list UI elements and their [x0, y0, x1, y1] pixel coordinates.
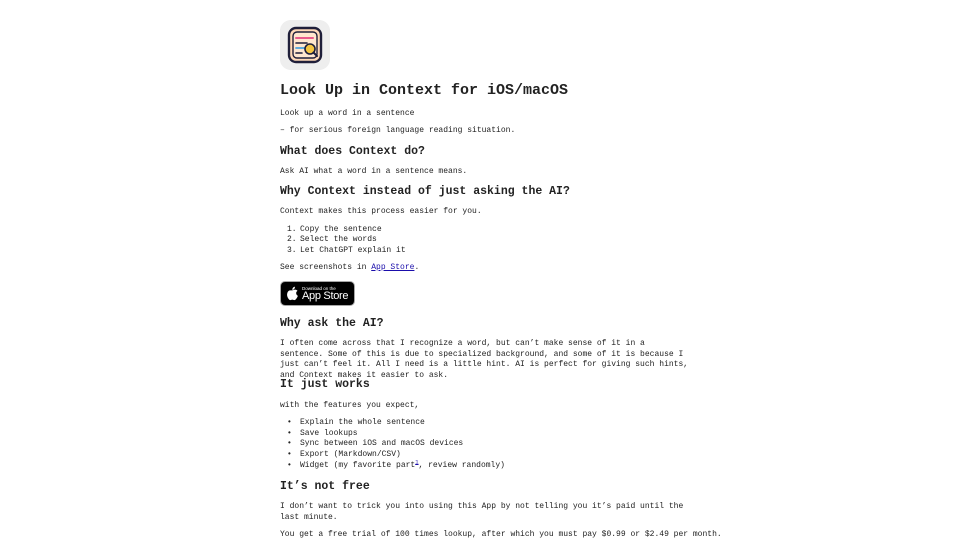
heading-why-context: Why Context instead of just asking the AI? [280, 185, 570, 198]
it-works-text: with the features you expect, [280, 401, 420, 410]
context-app-icon [280, 20, 330, 70]
list-item-label: Save lookups [300, 429, 358, 438]
list-marker: 3. [287, 246, 297, 255]
heading-not-free: It’s not free [280, 480, 370, 493]
list-item [287, 439, 463, 450]
list-marker: 1. [287, 225, 297, 234]
widget-suffix: , review randomly) [418, 461, 505, 470]
list-marker: • [287, 439, 292, 448]
list-item-label: Select the words [300, 235, 377, 244]
screenshots-line [280, 263, 690, 274]
footnote-link[interactable]: 1 [415, 458, 419, 466]
app-store-badge-button[interactable] [280, 281, 355, 306]
intro-line-2: – for serious foreign language reading situation. [280, 126, 516, 135]
not-free-text-1: I don’t want to trick you into using this App by not telling you it’s paid until the last minute. [280, 502, 684, 522]
not-free-text-2: You get a free trial of 100 times lookup, after which you must pay $0.99 or $2.49 per month. [280, 530, 722, 539]
heading-why-ask: Why ask the AI? [280, 317, 384, 330]
intro-line-1: Look up a word in a sentence [280, 109, 415, 118]
heading-what-does: What does Context do? [280, 145, 425, 158]
badge-small-text: Download on the [302, 286, 336, 291]
list-item [287, 429, 358, 440]
badge-big-text: App Store [302, 290, 349, 302]
list-item-label: Export (Markdown/CSV) [300, 450, 401, 459]
list-item [287, 246, 406, 257]
list-item [287, 225, 382, 236]
why-context-text: Context makes this process easier for you. [280, 207, 482, 216]
list-marker: • [287, 429, 292, 438]
list-item [287, 450, 401, 461]
list-marker: • [287, 418, 292, 427]
heading-it-works: It just works [280, 378, 370, 391]
list-item-label: Copy the sentence [300, 225, 382, 234]
screenshots-prefix: See screenshots in [280, 263, 372, 272]
why-ask-text: I often come across that I recognize a word, but can’t make sense of it in a sentence. Some of this is due to specialized background, and some of it is because I just can’t feel it. All I need is a little hint. AI is perfect for giving such hints, and Context makes it easier to ask. [280, 339, 689, 380]
list-item-label: Explain the whole sentence [300, 418, 425, 427]
apple-logo-icon [286, 286, 299, 302]
list-item [287, 458, 505, 472]
list-item-label: Sync between iOS and macOS devices [300, 439, 464, 448]
page-title: Look Up in Context for iOS/macOS [280, 82, 569, 99]
list-marker: • [287, 461, 292, 470]
what-does-text: Ask AI what a word in a sentence means. [280, 167, 468, 176]
list-item-label: Let ChatGPT explain it [300, 246, 406, 255]
list-item [287, 418, 425, 429]
screenshots-suffix: . [414, 263, 420, 272]
widget-prefix: Widget (my favorite part [300, 461, 416, 470]
list-marker: 2. [287, 235, 297, 244]
list-marker: • [287, 450, 292, 459]
list-item [287, 235, 377, 246]
app-store-link[interactable]: App Store [371, 263, 415, 272]
